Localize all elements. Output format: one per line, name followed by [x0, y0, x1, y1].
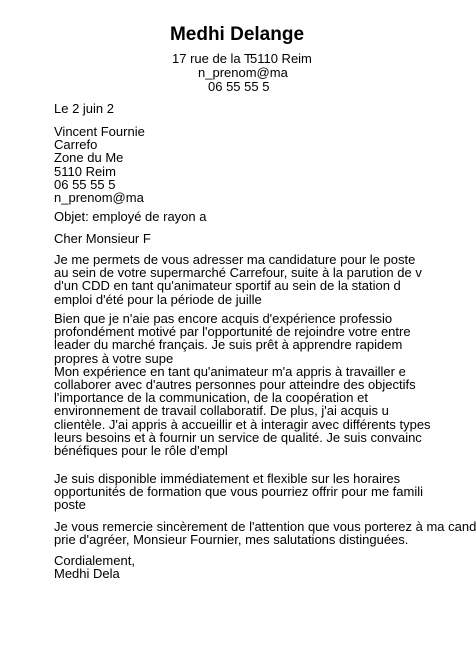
paragraph-line: leader du marché français. Je suis prêt à apprendre rapidem [54, 337, 403, 353]
paragraph-line: bénéfiques pour le rôle d'empl [54, 443, 228, 459]
recipient-block [54, 124, 145, 206]
paragraph-line: emploi d'été pour la période de juille [54, 291, 262, 307]
recipient-line: 5110 Reim [54, 163, 116, 179]
paragraph-2 [54, 311, 431, 459]
paragraph-line: Mon expérience en tant qu'animateur m'a appris à travailler e [54, 363, 406, 379]
recipient-line: 06 55 55 5 [54, 176, 116, 192]
letter-closing: Cordialement, [54, 553, 135, 568]
letter-salutation: Cher Monsieur F [54, 231, 151, 246]
sender-name: Medhi Delange [169, 24, 305, 45]
paragraph-4 [54, 520, 474, 546]
recipient-line: n_prenom@ma [54, 190, 144, 206]
paragraph-line: prie d'agréer, Monsieur Fournier, mes salutations distinguées. [54, 532, 409, 548]
sender-email: n_prenom@ma [198, 65, 288, 80]
paragraph-line: leurs besoins et à fournir un service de qualité. Je suis convainc [54, 429, 422, 445]
letter-date: Le 2 juin 2 [54, 101, 114, 116]
sender-street: 17 rue de la T [172, 51, 252, 66]
recipient-line: Zone du Me [54, 150, 124, 166]
paragraph-line: Je me permets de vous adresser ma candidature pour le poste [54, 252, 416, 267]
recipient-line: Carrefo [54, 137, 98, 153]
sender-phone: 06 55 55 5 [208, 79, 270, 94]
letter-subject: Objet: employé de rayon a [54, 209, 207, 224]
paragraph-line: d'un CDD en tant qu'animateur sportif au sein de la station d [54, 278, 401, 294]
paragraph-line: l'importance de la communication, de la coopération et [54, 390, 368, 406]
paragraph-line: profondément motivé par l'opportunité de rejoindre votre entre [54, 324, 411, 340]
paragraph-line: au sein de votre supermarché Carrefour, suite à la parution de v [54, 265, 422, 281]
paragraph-1 [54, 253, 424, 306]
paragraph-line: opportunités de formation que vous pourriez offrir pour me famili [54, 484, 424, 500]
paragraph-line: Je suis disponible immédiatement et flexible sur les horaires [54, 471, 401, 486]
paragraph-line: poste [54, 497, 86, 513]
paragraph-line: clientèle. J'ai appris à accueillir et à interagir avec différents types [54, 416, 431, 432]
recipient-line: Vincent Fournie [54, 124, 145, 139]
paragraph-3 [54, 472, 424, 512]
paragraph-line: Je vous remercie sincèrement de l'attention que vous porterez à ma cand [54, 519, 476, 534]
paragraph-line: environnement de travail collaboratif. De plus, j'ai acquis u [54, 403, 389, 419]
paragraph-line: collaborer avec d'autres personnes pour atteindre des objectifs [54, 377, 416, 393]
paragraph-line: Bien que je n'aie pas encore acquis d'expérience professio [54, 311, 393, 326]
letter-signature: Medhi Dela [54, 566, 120, 581]
sender-address [172, 52, 312, 65]
sender-city: 5110 Reim [249, 51, 312, 66]
paragraph-line: propres à votre supe [54, 350, 174, 366]
